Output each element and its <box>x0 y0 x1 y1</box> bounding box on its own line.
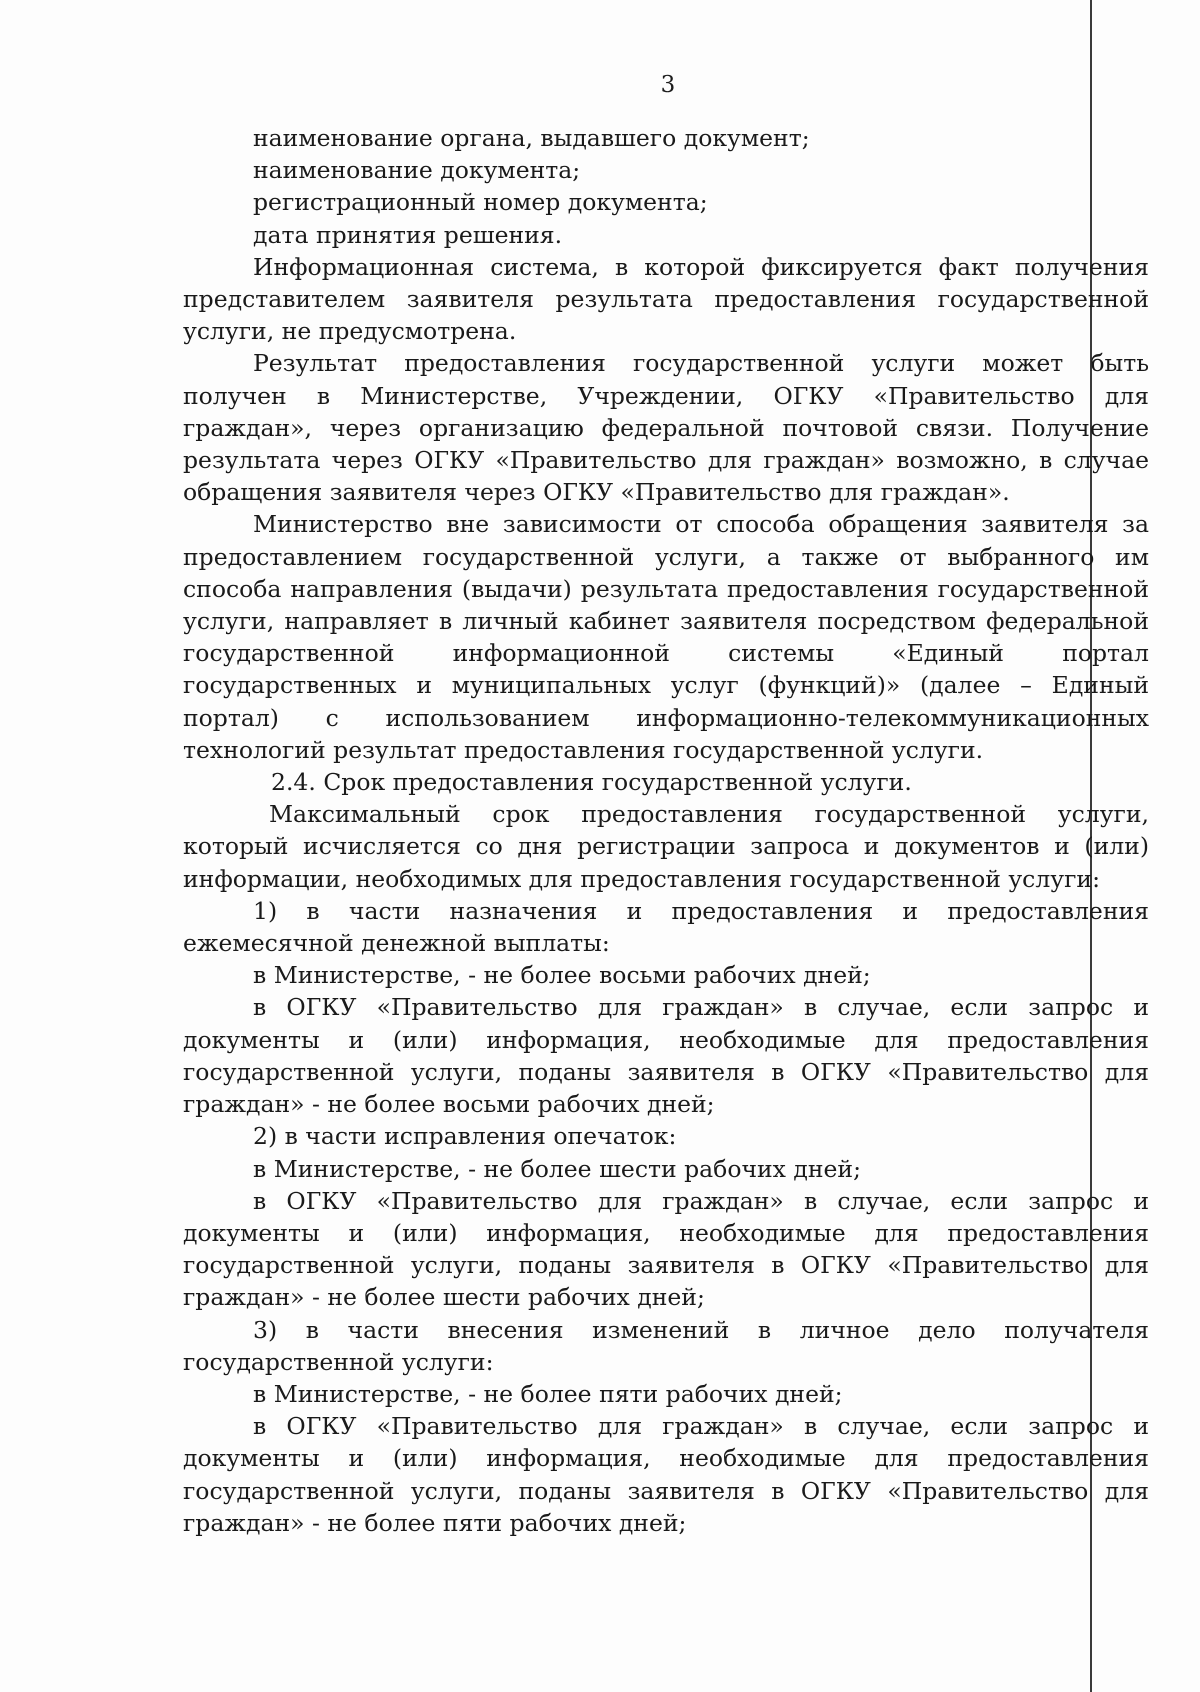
list-item: регистрационный номер документа; <box>253 188 708 217</box>
list-item: 3) в части внесения изменений в личное дело получателя государственной услуги: <box>183 1315 1149 1376</box>
list-item: наименование органа, выдавшего документ; <box>253 124 810 152</box>
list-item: в ОГКУ «Правительство для граждан» в случае, если запрос и документы и (или) информация, необходимые для предоставления государственной услуги, поданы заявителя в ОГКУ «Правительство для граждан» - не более пяти рабочих дней; <box>183 1412 1149 1537</box>
paragraph-max-term: Максимальный срок предоставления государственной услуги, который исчисляется со дня регистрации запроса и документов и (или) информации, необходимых для предоставления государственной услуги: <box>183 800 1149 893</box>
list-item: 2) в части исправления опечаток: <box>253 1122 677 1151</box>
list-item: 1) в части назначения и предоставления и предоставления ежемесячной денежной выплаты: <box>183 896 1149 958</box>
list-item: в ОГКУ «Правительство для граждан» в случае, если запрос и документы и (или) информация, необходимые для предоставления государственной услуги, поданы заявителя в ОГКУ «Правительство для граждан» - не более шести рабочих дней; <box>183 1186 1149 1312</box>
document-body <box>183 122 1149 1539</box>
list-item: в Министерстве, - не более восьми рабочих дней; <box>253 961 871 990</box>
paragraph-ministry-sends: Министерство вне зависимости от способа обращения заявителя за предоставлением государственной услуги, а также от выбранного им способа направления (выдачи) результата предоставления государственной услуги, направляет в личный кабинет заявителя посредством федеральной государственной информационной системы «Единый портал государственных и муниципальных услуг (функций)» (далее – Единый портал) с использованием информационно-телекоммуникационных технологий результат предоставления государственной услуги. <box>183 510 1149 764</box>
page-number: 3 <box>660 72 676 98</box>
list-item: дата принятия решения. <box>253 220 563 249</box>
list-item: в ОГКУ «Правительство для граждан» в случае, если запрос и документы и (или) информация, необходимые для предоставления государственной услуги, поданы заявителя в ОГКУ «Правительство для граждан» - не более восьми рабочих дней; <box>183 993 1149 1119</box>
paragraph-result-receipt: Результат предоставления государственной услуги может быть получен в Министерстве, Учреждении, ОГКУ «Правительство для граждан», через организацию федеральной почтовой связи. Получение результата через ОГКУ «Правительство для граждан» возможно, в случае обращения заявителя через ОГКУ «Правительство для граждан». <box>183 349 1149 507</box>
paragraph-information-system: Информационная система, в которой фиксируется факт получения представителем заявителя результата предоставления государственной услуги, не предусмотрена. <box>183 252 1149 346</box>
list-item: в Министерстве, - не более шести рабочих дней; <box>253 1154 862 1183</box>
section-heading-2-4: 2.4. Срок предоставления государственной услуги. <box>271 768 912 797</box>
list-item: наименование документа; <box>253 156 581 185</box>
list-item: в Министерстве, - не более пяти рабочих дней; <box>253 1379 843 1408</box>
